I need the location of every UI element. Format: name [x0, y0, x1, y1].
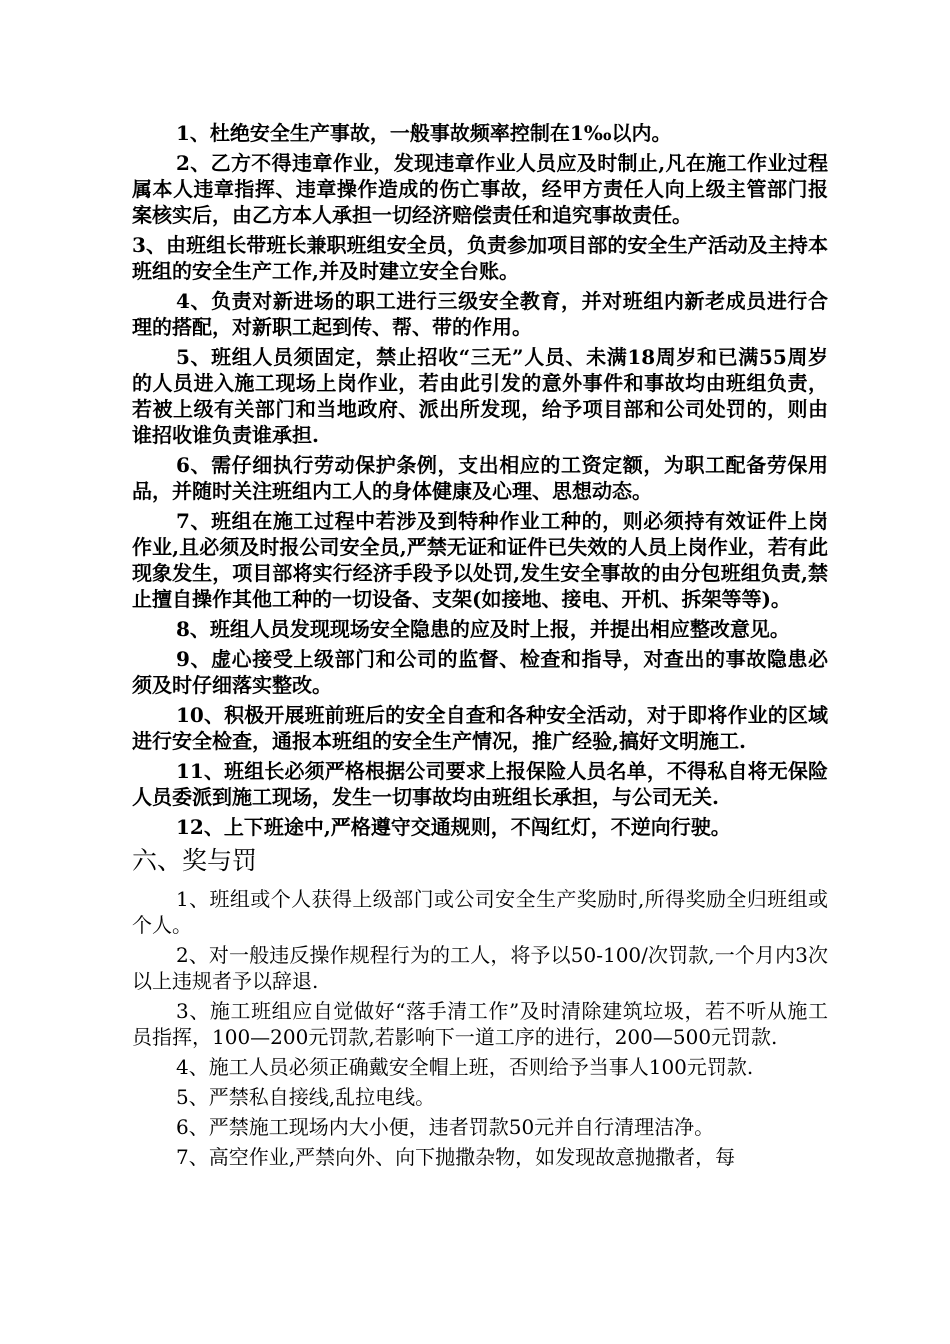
section5-item-5: 5、班组人员须固定，禁止招收“三无”人员、未满18周岁和已满55周岁的人员进入施工现场上岗作业，若由此引发的意外事件和事故均由班组负责，若被上级有关部门和当地政府、派出所发现，给予项目部和公司处罚的，则由谁招收谁负责谁承担.: [132, 345, 828, 447]
section6-item-7: 7、高空作业,严禁向外、向下抛撒杂物，如发现故意抛撒者，每: [176, 1145, 736, 1169]
section5-item-7: 7、班组在施工过程中若涉及到特种作业工种的，则必须持有效证件上岗作业,且必须及时报公司安全员,严禁无证和证件已失效的人员上岗作业，若有此现象发生，项目部将实行经济手段予以处罚,发生安全事故的由分包班组负责,禁止擅自操作其他工种的一切设备、支架(如接地、接电、开机、拆架等等)。: [132, 509, 828, 611]
section6-item-3: 3、施工班组应自觉做好“落手清工作”及时清除建筑垃圾，若不听从施工员指挥，100—200元罚款,若影响下一道工序的进行，200—500元罚款.: [132, 999, 828, 1049]
section5-item-4: 4、负责对新进场的职工进行三级安全教育，并对班组内新老成员进行合理的搭配，对新职工起到传、帮、带的作用。: [132, 289, 828, 339]
section5-item-11: 11、班组长必须严格根据公司要求上报保险人员名单，不得私自将无保险人员委派到施工现场，发生一切事故均由班组长承担，与公司无关.: [132, 759, 828, 809]
section5-item-6: 6、需仔细执行劳动保护条例，支出相应的工资定额，为职工配备劳保用品，并随时关注班组内工人的身体健康及心理、思想动态。: [132, 453, 828, 503]
section5-item-10: 10、积极开展班前班后的安全自查和各种安全活动，对于即将作业的区域进行安全检查，通报本班组的安全生产情况，推广经验,搞好文明施工.: [132, 703, 828, 753]
section5-item-2: 2、乙方不得违章作业，发现违章作业人员应及时制止,凡在施工作业过程属本人违章指挥、违章操作造成的伤亡事故，经甲方责任人向上级主管部门报案核实后，由乙方本人承担一切经济赔偿责任和追究事故责任。: [132, 151, 828, 227]
section5-item-3: 3、由班组长带班长兼职班组安全员，负责参加项目部的安全生产活动及主持本班组的安全生产工作,并及时建立安全台账。: [132, 233, 828, 283]
section6-item-5: 5、严禁私自接线,乱拉电线。: [176, 1085, 436, 1109]
section6-item-2: 2、对一般违反操作规程行为的工人，将予以50-100/次罚款,一个月内3次以上违规者予以辞退.: [132, 943, 828, 993]
section5-item-8: 8、班组人员发现现场安全隐患的应及时上报，并提出相应整改意见。: [176, 617, 790, 641]
section5-item-12: 12、上下班途中,严格遵守交通规则，不闯红灯，不逆向行驶。: [176, 815, 731, 839]
document-page: [132, 120, 828, 1174]
section5-item-9: 9、虚心接受上级部门和公司的监督、检查和指导，对查出的事故隐患必须及时仔细落实整改。: [132, 647, 828, 697]
section6-item-1: 1、班组或个人获得上级部门或公司安全生产奖励时,所得奖励全归班组或个人。: [132, 887, 828, 937]
section5-item-1: 1、杜绝安全生产事故，一般事故频率控制在1‰以内。: [176, 121, 672, 145]
section6-heading: 六、奖与罚: [132, 846, 258, 875]
section6-item-6: 6、严禁施工现场内大小便，违者罚款50元并自行清理洁净。: [176, 1115, 715, 1139]
section6-item-4: 4、施工人员必须正确戴安全帽上班，否则给予当事人100元罚款.: [176, 1055, 754, 1079]
